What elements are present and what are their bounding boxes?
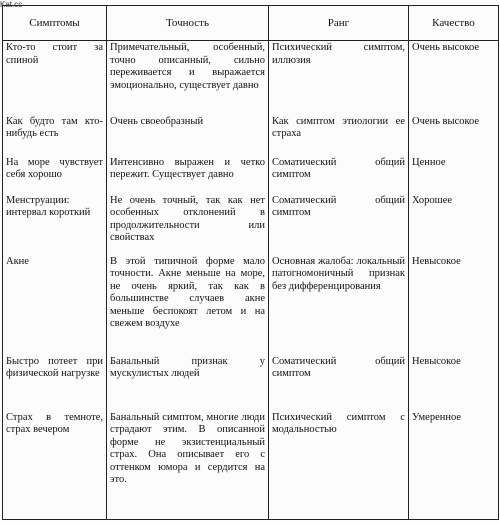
quality-cell: Очень высокое	[409, 115, 499, 156]
header-quality: Качество	[409, 6, 499, 41]
rank-cell: Соматический общий симптом	[269, 156, 409, 194]
quality-cell: Невысокое	[409, 355, 499, 411]
symptom-cell: Страх в темноте, страх вечером	[3, 411, 107, 520]
table-row	[3, 156, 499, 194]
header-symptoms: Симптомы	[3, 6, 107, 41]
table-row	[3, 411, 499, 520]
table-row	[3, 255, 499, 355]
rank-cell: Психический симптом с модальностью	[269, 411, 409, 520]
symptom-cell: Как будто там кто-нибудь есть	[3, 115, 107, 156]
quality-cell: Невысокое	[409, 255, 499, 355]
quality-cell: Ценное	[409, 156, 499, 194]
table-row	[3, 355, 499, 411]
symptom-cell: На море чувствует себя хорошо	[3, 156, 107, 194]
symptom-cell: Акне	[3, 255, 107, 355]
accuracy-cell: Банальный симптом, многие люди страдают этим. В описанной форме не экзистенциальный страх. Она описывает его с оттенком юмора и сердится на это.	[107, 411, 269, 520]
symptom-cell: Быстро потеет при физической нагрузке	[3, 355, 107, 411]
table-row	[3, 115, 499, 156]
rank-cell: Основная жалоба: локальный патогномоничный признак без дифференцирования	[269, 255, 409, 355]
quality-cell: Очень высокое	[409, 41, 499, 115]
rank-cell: Психический симптом, иллюзия	[269, 41, 409, 115]
header-rank: Ранг	[269, 6, 409, 41]
accuracy-cell: Интенсивно выражен и четко пережит. Существует давно	[107, 156, 269, 194]
symptom-cell: Менструации: интервал короткий	[3, 194, 107, 255]
accuracy-cell: Банальный признак у мускулистых людей	[107, 355, 269, 411]
quality-cell: Умеренное	[409, 411, 499, 520]
quality-cell: Хорошее	[409, 194, 499, 255]
header-row	[3, 6, 499, 41]
table-row	[3, 41, 499, 115]
accuracy-cell: Не очень точный, так как нет особенных отклонений в продолжительности или свойствах	[107, 194, 269, 255]
symptom-cell: Кто-то стоит за спиной	[3, 41, 107, 115]
header-accuracy: Точность	[107, 6, 269, 41]
accuracy-cell: Очень своеобразный	[107, 115, 269, 156]
rank-cell: Как симптом этиологии ее страха	[269, 115, 409, 156]
accuracy-cell: Примечательный, особенный, точно описанный, сильно переживается и выражается эмоционально, существует давно	[107, 41, 269, 115]
symptom-table	[2, 5, 499, 520]
table-row	[3, 194, 499, 255]
watermark: Kat.cc	[0, 0, 23, 9]
rank-cell: Соматический общий симптом	[269, 355, 409, 411]
rank-cell: Соматический общий симптом	[269, 194, 409, 255]
accuracy-cell: В этой типичной форме мало точности. Акне меньше на море, не очень яркий, так как в большинстве случаев акне меньше беспокоят летом и на свежем воздухе	[107, 255, 269, 355]
